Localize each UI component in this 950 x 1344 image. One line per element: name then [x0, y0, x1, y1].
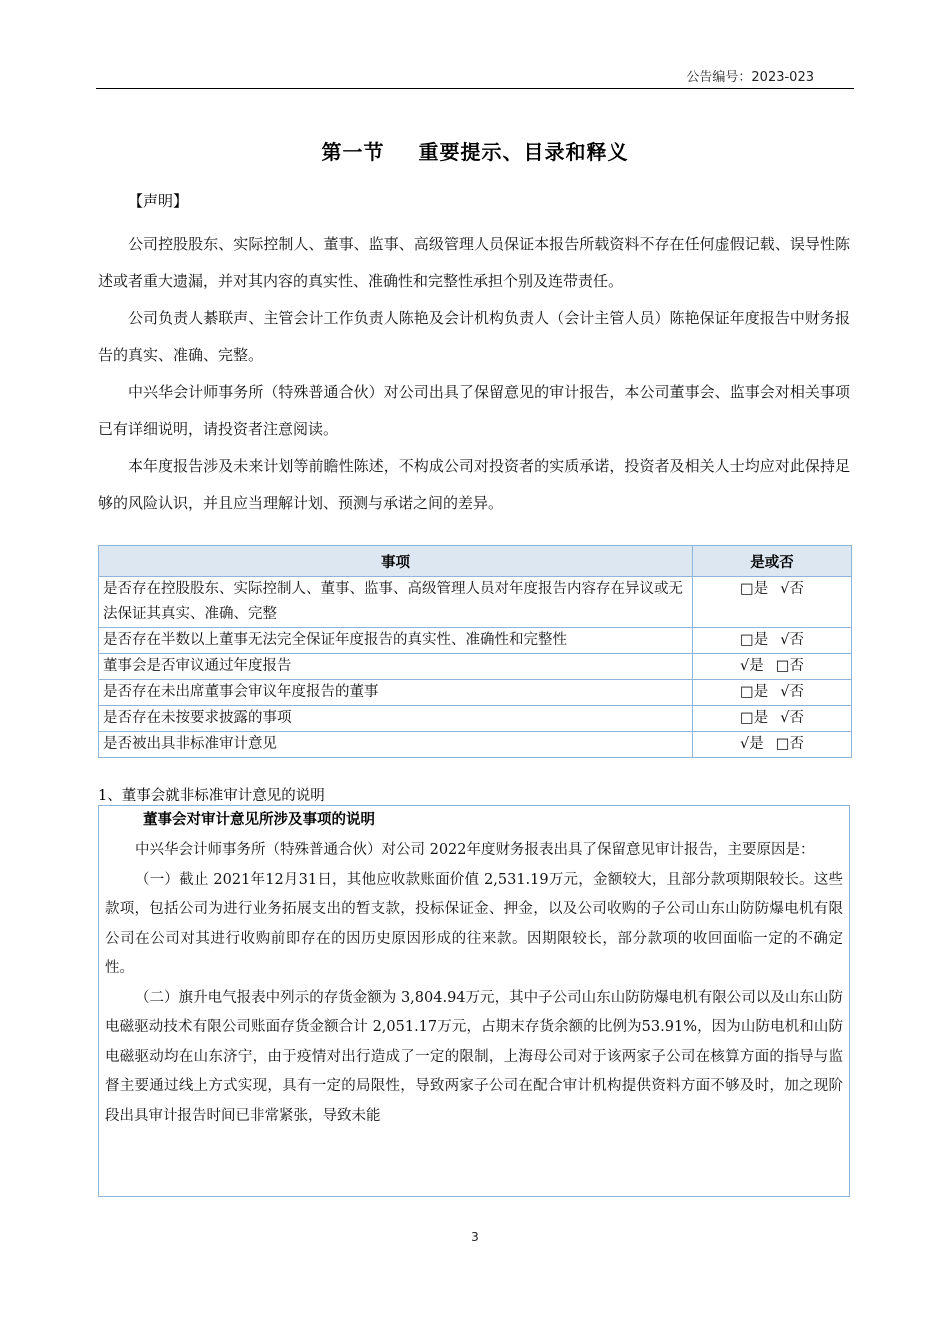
- no-checkbox: √否: [780, 581, 804, 597]
- box-title: 董事会对审计意见所涉及事项的说明: [143, 812, 375, 828]
- declaration-text: [98, 226, 850, 522]
- declaration-paragraph: 公司负责人綦联声、主管会计工作负责人陈艳及会计机构负责人（会计主管人员）陈艳保证年度报告中财务报告的真实、准确、完整。: [98, 309, 850, 364]
- yes-checkbox: √是: [740, 658, 764, 674]
- section-number: 第一节: [321, 140, 385, 164]
- yes-checkbox: □是: [740, 684, 769, 700]
- box-paragraph: （二）旗升电气报表中列示的存货金额为 3,804.94万元，其中子公司山东山防防爆电机有限公司以及山东山防电磁驱动技术有限公司账面存货金额合计 2,051.17万元，占期末存货余额的比例为53.91%，因为山防电机和山防电磁驱动均在山东济宁，由于疫情对出行造成了一定的限制，上海母公司对于该两家子公司在核算方面的指导与监督主要通过线上方式实现，具有一定的局限性，导致两家子公司在配合审计机构提供资料方面不够及时，加之现阶段出具审计报告时间已非常紧张，导致未能: [105, 989, 843, 1124]
- row-item: 是否存在控股股东、实际控制人、董事、监事、高级管理人员对年度报告内容存在异议或无法保证其真实、准确、完整: [99, 577, 693, 628]
- table-row: [99, 680, 852, 706]
- table-row: [99, 706, 852, 732]
- header-yes-no: 是或否: [693, 546, 852, 577]
- header-item: 事项: [99, 546, 693, 577]
- row-yes-no: [693, 680, 852, 706]
- yes-checkbox: √是: [740, 736, 764, 752]
- yes-checkbox: □是: [740, 581, 769, 597]
- announcement-code: 公告编号：2023-023: [686, 70, 814, 85]
- header-rule: [96, 88, 854, 89]
- box-paragraph: （一）截止 2021年12月31日，其他应收款账面价值 2,531.19万元，金额较大，且部分款项期限较长。这些款项，包括公司为进行业务拓展支出的暂支款，投标保证金、押金，以及公司收购的子公司山东山防防爆电机有限公司在公司对其进行收购前即存在的因历史原因形成的往来款。因期限较长，部分款项的收回面临一定的不确定性。: [105, 871, 843, 976]
- box-paragraph: 中兴华会计师事务所（特殊普通合伙）对公司 2022年度财务报表出具了保留意见审计报告，主要原因是：: [135, 842, 815, 858]
- no-checkbox: □否: [775, 658, 804, 674]
- declaration-paragraph: 公司控股股东、实际控制人、董事、监事、高级管理人员保证本报告所载资料不存在任何虚假记载、误导性陈述或者重大遗漏，并对其内容的真实性、准确性和完整性承担个别及连带责任。: [98, 235, 850, 290]
- declaration-paragraph: 中兴华会计师事务所（特殊普通合伙）对公司出具了保留意见的审计报告，本公司董事会、监事会对相关事项已有详细说明，请投资者注意阅读。: [98, 383, 850, 438]
- row-item: 董事会是否审议通过年度报告: [99, 654, 693, 680]
- declaration-label: 【声明】: [128, 192, 189, 210]
- row-item: 是否被出具非标准审计意见: [99, 732, 693, 758]
- board-explanation-box: [98, 805, 850, 1197]
- table-row: [99, 628, 852, 654]
- yes-checkbox: □是: [740, 632, 769, 648]
- table-row: [99, 654, 852, 680]
- box-body: [105, 836, 843, 1131]
- confirmation-table: [98, 545, 852, 758]
- no-checkbox: √否: [780, 684, 804, 700]
- page-number: 3: [471, 1230, 479, 1244]
- yes-checkbox: □是: [740, 710, 769, 726]
- row-item: 是否存在未出席董事会审议年度报告的董事: [99, 680, 693, 706]
- row-yes-no: [693, 577, 852, 628]
- row-item: 是否存在半数以上董事无法完全保证年度报告的真实性、准确性和完整性: [99, 628, 693, 654]
- section-heading: 1、董事会就非标准审计意见的说明: [98, 788, 325, 804]
- row-yes-no: [693, 706, 852, 732]
- declaration-paragraph: 本年度报告涉及未来计划等前瞻性陈述，不构成公司对投资者的实质承诺，投资者及相关人士均应对此保持足够的风险认识，并且应当理解计划、预测与承诺之间的差异。: [98, 457, 850, 512]
- row-yes-no: [693, 732, 852, 758]
- table-row: [99, 732, 852, 758]
- table-header-row: [99, 546, 852, 577]
- table-row: [99, 577, 852, 628]
- section-name: 重要提示、目录和释义: [418, 140, 629, 164]
- no-checkbox: √否: [780, 710, 804, 726]
- row-yes-no: [693, 654, 852, 680]
- page-title: [0, 136, 950, 165]
- row-yes-no: [693, 628, 852, 654]
- row-item: 是否存在未按要求披露的事项: [99, 706, 693, 732]
- no-checkbox: √否: [780, 632, 804, 648]
- no-checkbox: □否: [775, 736, 804, 752]
